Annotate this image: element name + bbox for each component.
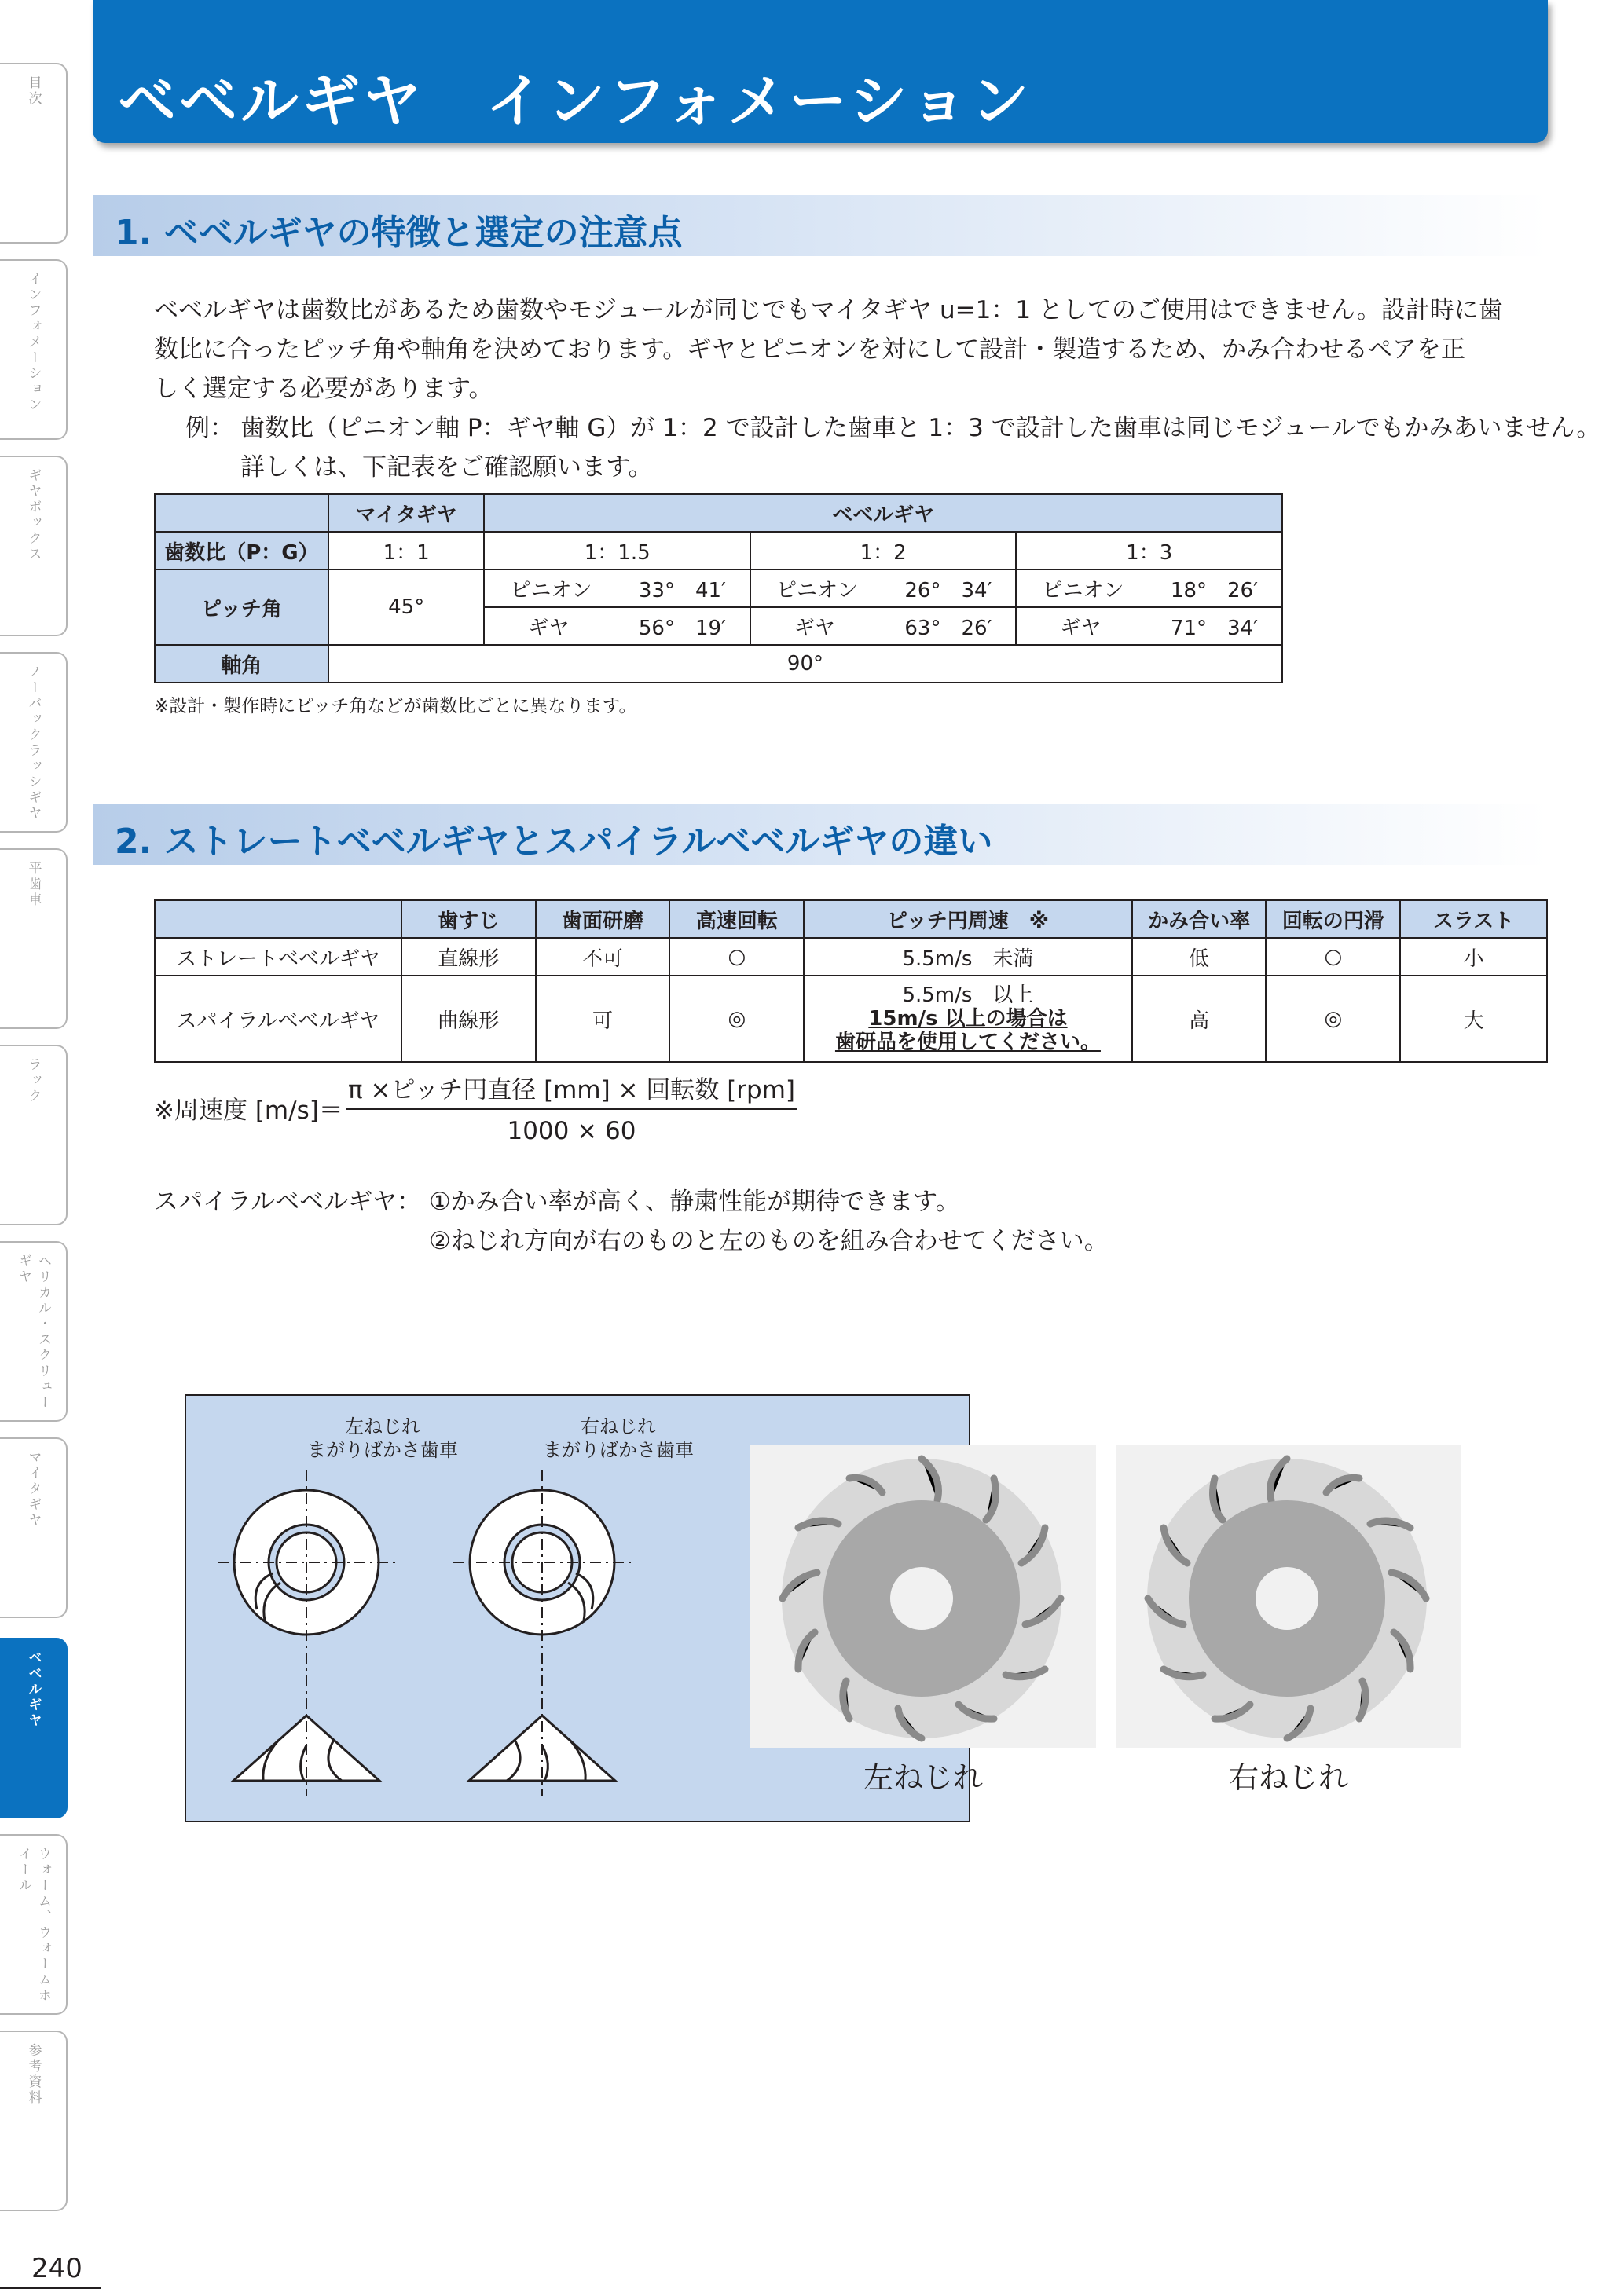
paragraph-line: ベベルギヤは歯数比があるため歯数やモジュールが同じでもマイタギヤ u=1：1 としてのご使用はできません。設計時に歯 [154, 296, 1503, 324]
paragraph-line: 数比に合ったピッチ角や軸角を決めております。ギヤとピニオンを対にして設計・製造するため、かみ合わせるペアを正 [154, 335, 1466, 364]
formula-numerator: π ×ピッチ円直径 [mm] × 回転数 [rpm] [346, 1070, 797, 1110]
table-cell: 大 [1400, 976, 1547, 1062]
table-cell: 高 [1132, 976, 1267, 1062]
sidebar-tab-label: ラック [25, 1057, 42, 1104]
gear-angle: 56° 19′ [638, 616, 726, 640]
table-note: ※設計・製作時にピッチ角などが歯数比ごとに異なります。 [154, 696, 637, 716]
pinion-label: ピニオン [510, 578, 592, 602]
sidebar-tab-label: ヘリカル・スクリューギヤ [16, 1254, 51, 1411]
gear-angle: 63° 26′ [904, 616, 992, 640]
column-header: 歯面研磨 [536, 900, 670, 938]
ratio-value: 1：1.5 [484, 532, 750, 569]
table-row [155, 976, 1547, 1062]
sidebar-tab-spur-gear[interactable] [0, 848, 68, 1029]
column-header: ピッチ円周速 ※ [804, 900, 1132, 938]
formula-prefix: ※周速度 [m/s]＝ [154, 1097, 343, 1125]
left-hand-spiral-photo [750, 1445, 1096, 1748]
row-label-axis: 軸角 [155, 645, 328, 683]
sidebar-tab-contents[interactable] [0, 63, 68, 244]
left-title-line-2: まがりばかさ歯車 [307, 1439, 458, 1461]
sidebar-tab-label: ギヤボックス [25, 468, 42, 562]
column-header: 高速回転 [669, 900, 804, 938]
section-2-title: 2. ストレートベベルギヤとスパイラルベベルギヤの違い [115, 822, 993, 862]
sidebar-tab-label: 参考資料 [25, 2043, 42, 2106]
gear-cell [750, 607, 1017, 645]
table-cell: 5.5m/s 未満 [804, 938, 1132, 976]
gear-label: ギヤ [794, 616, 835, 640]
bevel-gear-right-icon [1116, 1445, 1461, 1748]
table-cell: ○ [1266, 938, 1400, 976]
gear-angle: 71° 34′ [1170, 616, 1258, 640]
gear-ratio-table [154, 493, 1283, 683]
sidebar-tab-no-backlash[interactable] [0, 652, 68, 833]
sidebar-tab-reference[interactable] [0, 2031, 68, 2211]
row-label-pitch: ピッチ角 [155, 569, 328, 645]
table-cell: 不可 [536, 938, 670, 976]
pinion-label: ピニオン [775, 578, 858, 602]
table-cell: 可 [536, 976, 670, 1062]
ratio-miter: 1：1 [328, 532, 485, 569]
footer-rule [0, 2287, 101, 2289]
sidebar-tab-label: インフォメーション [25, 272, 42, 413]
page-number: 240 [31, 2253, 82, 2284]
comparison-table [154, 899, 1548, 1063]
sidebar-tab-label: 平歯車 [25, 861, 42, 908]
header-miter: マイタギヤ [328, 494, 485, 532]
example-line-2: 詳しくは、下記表をご確認願います。 [240, 453, 653, 482]
pinion-angle: 18° 26′ [1170, 578, 1258, 602]
sidebar-tab-label: ベベルギヤ [25, 1650, 42, 1729]
formula-denominator: 1000 × 60 [507, 1117, 636, 1145]
sidebar-tab-rack[interactable] [0, 1045, 68, 1225]
sidebar-tab-label: ノーバックラッシギヤ [25, 665, 42, 822]
sidebar-tab-label: ウォーム、ウォームホイール [16, 1847, 51, 2004]
right-photo-caption: 右ねじれ [1228, 1760, 1348, 1795]
section-1-title: 1. ベベルギヤの特徴と選定の注意点 [115, 213, 683, 253]
left-title-line-1: 左ねじれ [345, 1415, 420, 1437]
page-title: ベベルギヤ インフォメーション [118, 68, 1032, 135]
pinion-label: ピニオン [1042, 578, 1124, 602]
column-header: 回転の円滑 [1266, 900, 1400, 938]
pitch-miter: 45° [328, 569, 485, 645]
table-cell: 曲線形 [401, 976, 536, 1062]
row-label-ratio: 歯数比（P：G） [155, 532, 328, 569]
row-name: スパイラルベベルギヤ [155, 976, 401, 1062]
table-cell: 直線形 [401, 938, 536, 976]
speed-cell [804, 976, 1132, 1062]
right-hand-spiral-photo [1116, 1445, 1461, 1748]
table-cell: ○ [669, 938, 804, 976]
pinion-angle: 33° 41′ [638, 578, 726, 602]
gear-label: ギヤ [1060, 616, 1102, 640]
speed-note-1: 15m/s 以上の場合は [868, 1007, 1068, 1031]
left-photo-caption: 左ねじれ [863, 1760, 983, 1795]
spiral-point-2: ②ねじれ方向が右のものと左のものを組み合わせてください。 [429, 1227, 1109, 1255]
sidebar-tab-helical[interactable] [0, 1241, 68, 1422]
spiral-point-1: ①かみ合い率が高く、静粛性能が期待できます。 [429, 1188, 960, 1216]
column-header: 歯すじ [401, 900, 536, 938]
sidebar-tab-gearbox[interactable] [0, 456, 68, 636]
table-cell: 小 [1400, 938, 1547, 976]
column-header: スラスト [1400, 900, 1547, 938]
sidebar-tab-bevel[interactable] [0, 1638, 68, 1818]
sidebar-tab-label: マイタギヤ [25, 1450, 42, 1529]
ratio-value: 1：2 [750, 532, 1017, 569]
speed-value: 5.5m/s 以上 [902, 983, 1034, 1007]
row-name: ストレートベベルギヤ [155, 938, 401, 976]
header-bevel: ベベルギヤ [484, 494, 1282, 532]
pinion-cell [750, 569, 1017, 607]
bevel-gear-left-icon [750, 1445, 1096, 1748]
right-title-line-2: まがりばかさ歯車 [543, 1439, 694, 1461]
sidebar-tab-information[interactable] [0, 259, 68, 440]
table-cell: ◎ [1266, 976, 1400, 1062]
pinion-cell [484, 569, 750, 607]
table-cell: 低 [1132, 938, 1267, 976]
ratio-value: 1：3 [1016, 532, 1282, 569]
table-corner [155, 900, 401, 938]
sidebar-tab-miter[interactable] [0, 1437, 68, 1618]
axis-value: 90° [328, 645, 1282, 683]
pinion-cell [1016, 569, 1282, 607]
speed-note-2: 歯研品を使用してください。 [834, 1031, 1101, 1054]
example-prefix: 例： [185, 414, 234, 442]
gear-cell [1016, 607, 1282, 645]
table-corner [155, 494, 328, 532]
section-1-paragraph [154, 291, 1503, 408]
spiral-label: スパイラルベベルギヤ： [154, 1188, 422, 1216]
table-cell: ◎ [669, 976, 804, 1062]
example-line-1: 歯数比（ピニオン軸 P：ギヤ軸 G）が 1：2 で設計した歯車と 1：3 で設計した歯車は同じモジュールでもかみあいません。 [240, 414, 1601, 442]
sidebar-tab-worm[interactable] [0, 1834, 68, 2015]
right-title-line-1: 右ねじれ [581, 1415, 656, 1437]
sidebar-tab-label: 目次 [25, 75, 42, 107]
paragraph-line: しく選定する必要があります。 [154, 375, 493, 403]
column-header: かみ合い率 [1132, 900, 1267, 938]
gear-cell [484, 607, 750, 645]
gear-label: ギヤ [528, 616, 570, 640]
table-row [155, 938, 1547, 976]
pinion-angle: 26° 34′ [904, 578, 992, 602]
